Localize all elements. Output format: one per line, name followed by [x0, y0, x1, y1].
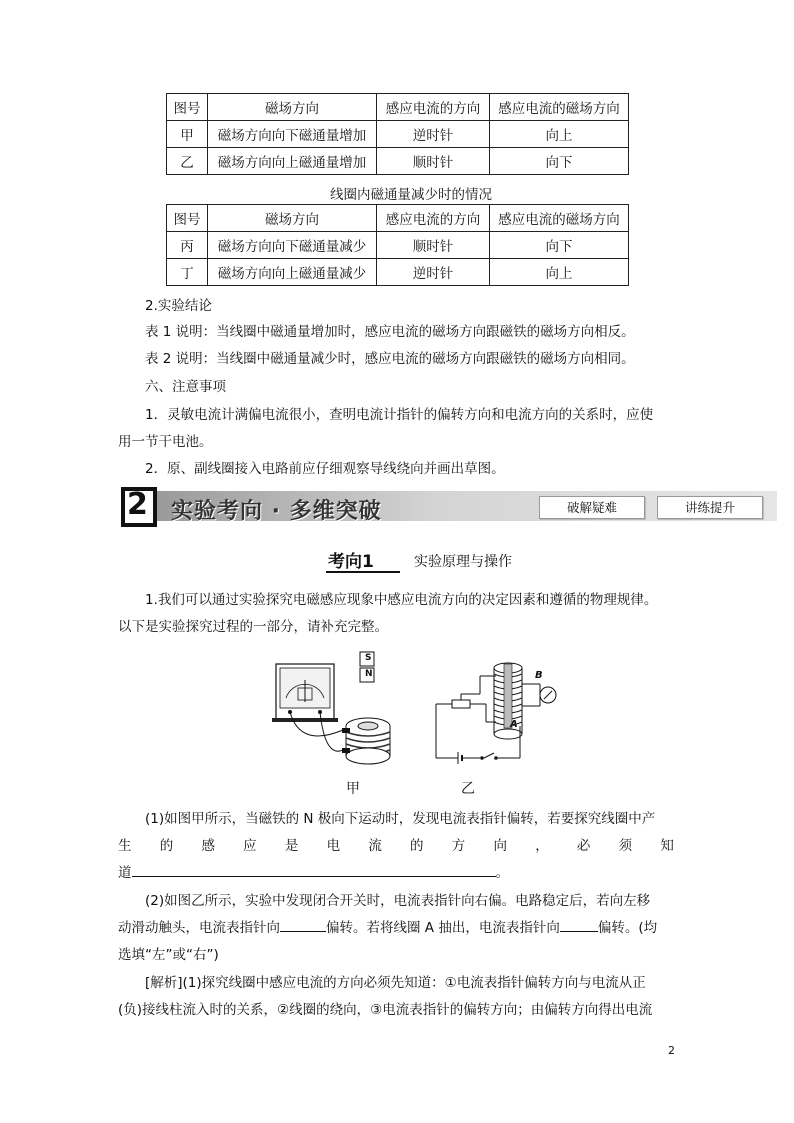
figure-induction-circuit [430, 660, 570, 770]
blank-suffix: 。 [495, 865, 509, 881]
table-cell: 磁场方向向上磁通量增加 [208, 148, 377, 175]
table-magnetic-decrease [166, 204, 629, 286]
table-cell: 丙 [167, 232, 208, 259]
table-header-row [167, 94, 629, 121]
table-header-cell: 图号 [167, 94, 208, 121]
table-row [167, 148, 629, 175]
question-part-1: (1)如图甲所示，当磁铁的 N 极向下运动时，发现电流表指针偏转，若要探究线圈中产 [145, 811, 656, 827]
table-cell: 顺时针 [377, 232, 490, 259]
table-cell: 甲 [167, 121, 208, 148]
justified-char: 感 [201, 838, 215, 854]
question-part-1-justified [118, 834, 674, 854]
justified-char: 知 [660, 838, 674, 854]
magnet-south-label: S [365, 653, 372, 663]
section-tag-label: 考向1 [328, 552, 374, 572]
tab-analysis[interactable]: 破解疑难 [539, 496, 645, 519]
tab-practice[interactable]: 讲练提升 [657, 496, 763, 519]
table-cell: 磁场方向向上磁通量减少 [208, 259, 377, 286]
table-row [167, 259, 629, 286]
justified-char: ， [535, 838, 549, 854]
blank-prefix: 道 [118, 865, 132, 881]
table-cell: 磁场方向向下磁通量增加 [208, 121, 377, 148]
table-cell: 向上 [490, 259, 629, 286]
justified-char: 是 [284, 838, 299, 854]
section-tag [326, 545, 400, 573]
question-part-2-hint: 选填“左”或“右”) [118, 947, 219, 963]
question-part-1-blank-line [118, 861, 509, 881]
part2-text-2: 偏转。若将线圈 A 抽出，电流表指针向 [326, 920, 560, 936]
answer-blank-2[interactable] [280, 919, 326, 932]
question-intro: 1.我们可以通过实验探究电磁感应现象中感应电流方向的决定因素和遵循的物理规律。 [145, 592, 658, 608]
section-title: 实验原理与操作 [414, 554, 512, 570]
justified-char: 必 [576, 838, 591, 854]
figure-galvanometer-coil [270, 648, 410, 768]
table-cell: 丁 [167, 259, 208, 286]
figure-caption-left: 甲 [346, 781, 360, 797]
question-intro-continued: 以下是实验探究过程的一部分，请补充完整。 [118, 619, 388, 635]
conclusion-line: 表 1 说明：当线圈中磁通量增加时，感应电流的磁场方向跟磁铁的磁场方向相反。 [145, 324, 635, 340]
note-item: 2．原、副线圈接入电路前应仔细观察导线绕向并画出草图。 [145, 461, 505, 477]
figure-caption-right: 乙 [461, 781, 475, 797]
table-cell: 逆时针 [377, 259, 490, 286]
answer-blank-1[interactable] [132, 864, 496, 877]
answer-analysis: [解析](1)探究线圈中感应电流的方向必须先知道：①电流表指针偏转方向与电流从正 [145, 975, 646, 991]
table2-caption: 线圈内磁通量减少时的情况 [330, 187, 492, 203]
table-cell: 磁场方向向下磁通量减少 [208, 232, 377, 259]
justified-char: 的 [410, 838, 424, 854]
coil-b-label: B [535, 670, 543, 681]
note-item: 1．灵敏电流计满偏电流很小，查明电流计指针的偏转方向和电流方向的关系时，应使 [145, 407, 654, 423]
justified-char: 应 [243, 838, 257, 854]
page-number: 2 [668, 1044, 675, 1057]
table-cell: 向下 [490, 148, 629, 175]
table-cell: 逆时针 [377, 121, 490, 148]
question-part-2: (2)如图乙所示，实验中发现闭合开关时，电流表指针向右偏。电路稳定后，若向左移 [145, 893, 651, 909]
table-header-row [167, 205, 629, 232]
answer-analysis-continued: (负)接线柱流入时的关系，②线圈的绕向，③电流表指针的偏转方向；由偏转方向得出电流 [118, 1002, 653, 1018]
conclusion-heading: 2.实验结论 [145, 298, 212, 314]
justified-char: 流 [368, 838, 382, 854]
table-cell: 顺时针 [377, 148, 490, 175]
table-header-cell: 磁场方向 [208, 94, 377, 121]
table-row [167, 121, 629, 148]
question-part-2-line [118, 916, 657, 936]
answer-blank-3[interactable] [560, 919, 598, 932]
note-item-continued: 用一节干电池。 [118, 434, 213, 450]
banner-number: 2 [127, 487, 148, 522]
table-cell: 乙 [167, 148, 208, 175]
table-magnetic-increase [166, 93, 629, 175]
table-header-cell: 感应电流的方向 [377, 205, 490, 232]
conclusion-line: 表 2 说明：当线圈中磁通量减少时，感应电流的磁场方向跟磁铁的磁场方向相同。 [145, 351, 635, 367]
table-row [167, 232, 629, 259]
part2-text-3: 偏转。(均 [597, 920, 658, 936]
banner-title: 实验考向 · 多维突破 [171, 499, 382, 524]
justified-char: 生 [118, 838, 132, 854]
coil-a-label: A [510, 719, 518, 730]
table-header-cell: 图号 [167, 205, 208, 232]
justified-char: 电 [326, 838, 341, 854]
part2-text-1: 动滑动触头，电流表指针向 [118, 920, 280, 936]
table-cell: 向下 [490, 232, 629, 259]
justified-char: 向 [493, 838, 507, 854]
magnet-north-label: N [365, 669, 373, 679]
table-header-cell: 感应电流的磁场方向 [490, 205, 629, 232]
table-header-cell: 磁场方向 [208, 205, 377, 232]
justified-char: 方 [451, 838, 466, 854]
table-cell: 向上 [490, 121, 629, 148]
table-header-cell: 感应电流的磁场方向 [490, 94, 629, 121]
justified-char: 的 [159, 838, 174, 854]
notes-heading: 六、注意事项 [145, 379, 226, 395]
justified-char: 须 [618, 838, 633, 854]
table-header-cell: 感应电流的方向 [377, 94, 490, 121]
